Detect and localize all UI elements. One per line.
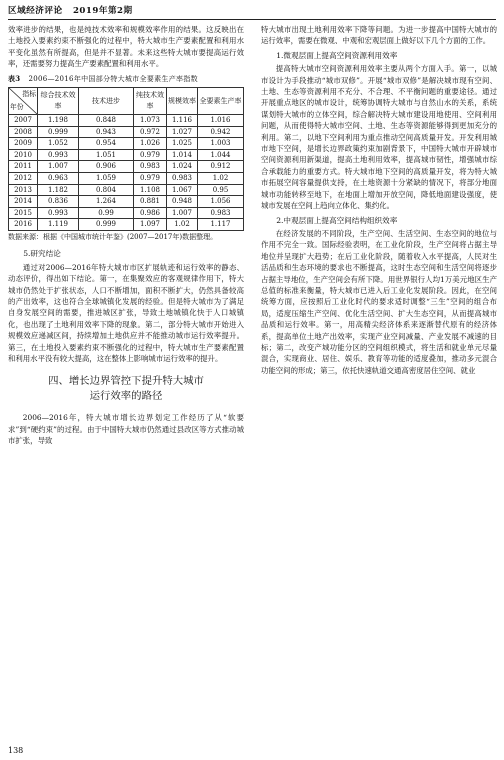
table-cell-year: 2008 [9,126,38,138]
section-4-heading [8,374,244,404]
table-cell-value: 0.95 [198,184,244,196]
table-row [9,149,244,161]
table-cell-value: 0.954 [79,138,134,150]
table-cell-value: 0.979 [134,173,167,185]
table-cell-value: 1.198 [38,115,79,127]
table-cell-year: 2013 [9,184,38,196]
col-header-technical-progress: 技术进步 [79,88,134,115]
page-number: 138 [8,746,24,755]
table-cell-value: 0.986 [134,207,167,219]
table-cell-value: 1.097 [134,219,167,231]
table-cell-value: 1.056 [198,196,244,208]
table-cell-value: 1.059 [79,173,134,185]
table-cell-value: 1.003 [198,138,244,150]
table-title: 2006—2016年中国部分特大城市全要素生产率指数 [28,74,198,83]
table-cell-value: 0.942 [198,126,244,138]
table-cell-value: 0.836 [38,196,79,208]
col-header-scale-efficiency: 规模效率 [167,88,198,115]
table-cell-value: 1.108 [134,184,167,196]
section-4-intro-paragraph: 2006—2016年，特大城市增长边界划定工作经历了从“软要求”到“硬约束”的过程。由于中国特大城市仍然通过县改区等方式推动城市扩张，导致 [8,413,244,446]
issue-label: 2019年第2期 [72,6,133,16]
table-cell-value: 0.912 [198,161,244,173]
table-cell-value: 1.026 [134,138,167,150]
table-cell-year: 2012 [9,173,38,185]
running-header [8,5,496,20]
table-row [9,219,244,231]
table-cell-value: 0.999 [38,126,79,138]
table-source-note: 数据来源：根据《中国城市统计年鉴》(2007—2017年)数据整理。 [8,232,218,241]
table-row [9,173,244,185]
table-body [9,115,244,231]
table-cell-value: 1.119 [38,219,79,231]
table-header-row [9,88,244,115]
table-cell-value: 0.999 [79,219,134,231]
table-cell-value: 1.027 [167,126,198,138]
table-row [9,184,244,196]
table-cell-value: 0.979 [134,149,167,161]
table-cell-value: 1.182 [38,184,79,196]
section-4-heading-line2: 运行效率的路径 [89,390,163,403]
col-header-tfp: 全要素生产率 [198,88,244,115]
table-corner-cell [9,88,38,115]
table-row [9,196,244,208]
table-cell-year: 2009 [9,138,38,150]
table-row [9,207,244,219]
subsection-2-paragraph: 在经济发展的不同阶段，生产空间、生活空间、生态空间的地位与作用不完全一致。国际经验表明，在工业化阶段，生产空间将占据主导地位并呈现扩大趋势；在后工业化阶段，随着收入水平提高，人民对生活品质和生态环境的要求也不断提高，这时生态空间和生活空间将逐步占据主导地位，生产空间会有所下降。用世界银行人均1万美元地区生产总值的标准来衡量，特大城市已进入后工业化发展阶段。因此，在空间统筹方面，应按照后工业化时代的要求适时调整“三生”空间的组合布局，适度压缩生产空间、优化生活空间、扩大生态空间，从而提高城市品质和运行效率。第一，用高精尖经济体系来逐渐替代原有的经济体系，提高单位土地产出效率，实现产业空间减量、产业发展不减速的目标；第二，改变产城功能分区的空间组织模式，将生活和就业单元尽量混合，实现商业、居住、娱乐、教育等功能的适度叠加，推动多元混合功能空间的形成；第三，依托快速轨道交通高密度居住空间、就业 [261,228,497,375]
table-cell-value: 1.067 [167,184,198,196]
table-cell-value: 1.052 [38,138,79,150]
table-row [9,161,244,173]
table-cell-value: 0.943 [79,126,134,138]
section-5-paragraph: 通过对2006—2016年特大城市市区扩展轨迹和运行效率的静态、动态评价，得出如下结论。第一，在集聚效应的客观规律作用下，特大城市仍然处于扩张状态，人口不断增加，面积不断扩大，仍然具备较高的产出效率，这也符合全球城镇化发展的经验。但是特大城市为了满足自身发展空间的需要，推进城区扩张，导致土地城镇化快于人口城镇化，也出现了土地利用效率下降的现象。第二，部分特大城市开始进入规模效应递减区间，持续增加土地供应并不能推动城市运行效率提升。第三，在土地投入要素约束不断强化的过程中，特大城市生产要素配置和利用水平没有较大提高，这在整体上影响城市运行效率的提升。 [8,262,244,364]
table-cell-year: 2011 [9,161,38,173]
table-cell-value: 0.804 [79,184,134,196]
table-cell-value: 1.007 [167,207,198,219]
table-cell-value: 1.264 [79,196,134,208]
table-cell-year: 2015 [9,207,38,219]
table-cell-value: 0.993 [38,149,79,161]
table-cell-year: 2007 [9,115,38,127]
table-cell-value: 0.983 [134,161,167,173]
subsection-2-title: 2.中观层面上提高空间结构组织效率 [276,215,398,225]
table-cell-value: 1.044 [198,149,244,161]
table-number: 表3 [8,73,21,83]
table-row [9,115,244,127]
table-cell-value: 0.983 [198,207,244,219]
table-caption [8,73,244,85]
table-cell-value: 0.983 [167,173,198,185]
table-cell-year: 2016 [9,219,38,231]
table-cell-value: 1.007 [38,161,79,173]
table-cell-year: 2010 [9,149,38,161]
table-cell-value: 1.025 [167,138,198,150]
table-cell-value: 1.014 [167,149,198,161]
journal-name: 区域经济评论 [8,6,63,16]
right-intro-paragraph: 特大城市出现土地利用效率下降等问题。为进一步提高中国特大城市的运行效率，需要在微观、中观和宏观层面上做好以下几个方面的工作。 [261,25,497,46]
subsection-1-paragraph: 提高特大城市空间资源利用效率主要从两个方面入手。第一，以城市设计为手段推动“城市双修”。开展“城市双修”是解决城市现有空间、土地、生态等资源利用不充分、不合理、不平衡问题的重要途径。通过开展重点地区的城市设计，统筹协调特大城市与自然山水的关系，系统谋划特大城市的立体空间，综合解决特大城市建设用地使用、空间利用问题，从而使得特大城市空间、土地、生态等资源能够得到更加充分的利用。第二，以地下空间利用为重点推动空间高质量开发。开发利用城市地下空间，是增长边界政策约束加剧背景下，中国特大城市开辟城市空间资源利用新渠道，提高土地利用效率，提高城市韧性，增强城市综合承载能力的重要方式。特大城市地下空间的高质量开发，将为特大城市拓展空间容量提供支持，在土地资源十分紧缺的情况下，将部分地面城市功能转移至地下，在地面上增加开放空间，降低地面建设强度，使城市发展在空间上趋向立体化、集约化。 [261,64,497,211]
table-row [9,126,244,138]
table-cell-value: 0.906 [79,161,134,173]
table-cell-value: 1.051 [79,149,134,161]
table-row [9,138,244,150]
table-cell-value: 0.993 [38,207,79,219]
table-cell-year: 2014 [9,196,38,208]
table-cell-value: 1.117 [198,219,244,231]
left-column [8,24,244,447]
table-cell-value: 0.963 [38,173,79,185]
tfp-index-table [8,87,244,231]
section-4-heading-line1: 四、增长边界管控下提升特大城市 [48,375,204,388]
table-cell-value: 1.02 [198,173,244,185]
table-cell-value: 0.881 [134,196,167,208]
col-header-comprehensive-efficiency: 综合技术效率 [38,88,79,115]
table-cell-value: 1.02 [167,219,198,231]
corner-label-indicator: 指标 [22,90,36,99]
table-cell-value: 0.848 [79,115,134,127]
right-column [261,24,497,376]
left-intro-paragraph: 效率进步的结果，也是纯技术效率和规模效率作用的结果。这反映出在土地投入要素约束不断强化的过程中，特大城市生产要素配置和利用水平变化虽然有所提高，但是并不显著。未来这些特大城市要提高运行效率，还需要努力提高生产要素配置和利用水平。 [8,25,244,69]
corner-label-year: 年份 [10,103,24,112]
table-cell-value: 0.948 [167,196,198,208]
table-cell-value: 1.016 [198,115,244,127]
col-header-pure-technical-efficiency: 纯技术效率 [134,88,167,115]
table-cell-value: 0.972 [134,126,167,138]
table-cell-value: 1.116 [167,115,198,127]
section-5-title: 5.研究结论 [23,249,61,259]
table-cell-value: 0.99 [79,207,134,219]
table-cell-value: 1.024 [167,161,198,173]
table-cell-value: 1.073 [134,115,167,127]
subsection-1-title: 1.微观层面上提高空间资源利用效率 [276,50,398,60]
